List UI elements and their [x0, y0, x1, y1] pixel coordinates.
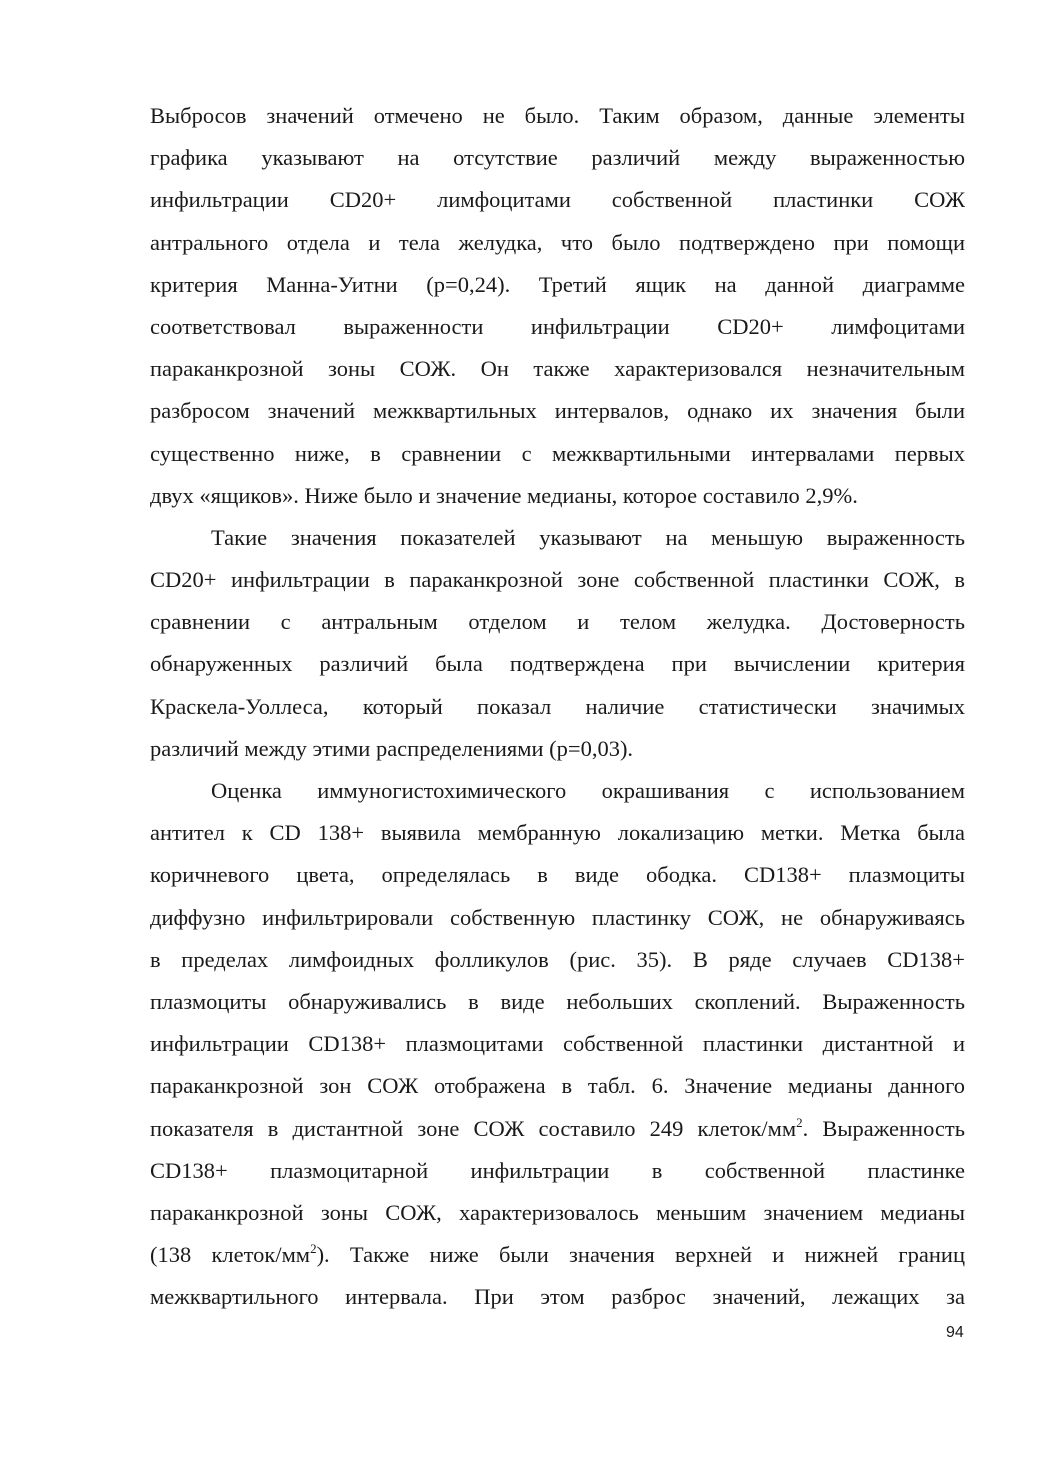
superscript: 2	[796, 1114, 803, 1130]
text-line: Выбросов значений отмечено не было. Таким образом, данные элементы	[150, 103, 965, 128]
text-line: антрального отдела и тела желудка, что было подтверждено при помощи	[150, 229, 965, 255]
text-line: различий между этими распределениями (р=0,03).	[150, 735, 634, 761]
text-line: параканкрозной зоны СОЖ. Он также характеризовался незначительным	[150, 356, 965, 382]
text-line: инфильтрации CD20+ лимфоцитами собственной пластинки СОЖ	[150, 187, 965, 213]
text-line: диффузно инфильтрировали собственную пластинку СОЖ, не обнаруживаясь	[150, 904, 965, 930]
text-line: графика указывают на отсутствие различий между выраженностью	[150, 145, 965, 171]
document-body	[150, 95, 965, 1318]
text-line: межквартильного интервала. При этом разброс значений, лежащих за	[150, 1284, 965, 1310]
text-line: CD20+ инфильтрации в параканкрозной зоне собственной пластинки СОЖ, в	[150, 567, 965, 593]
text-line: Краскела-Уоллеса, который показал наличие статистически значимых	[150, 693, 965, 719]
text-line: критерия Манна-Уитни (р=0,24). Третий ящик на данной диаграмме	[150, 271, 965, 297]
paragraph-first-line: Такие значения показателей указывают на меньшую выраженность	[211, 524, 965, 550]
text-line: соответствовал выраженности инфильтрации CD20+ лимфоцитами	[150, 313, 965, 339]
text-line: параканкрозной зон СОЖ отображена в табл. 6. Значение медианы данного	[150, 1073, 965, 1099]
text-line: параканкрозной зоны СОЖ, характеризовалось меньшим значением медианы	[150, 1199, 965, 1225]
text-line: инфильтрации CD138+ плазмоцитами собственной пластинки дистантной и	[150, 1031, 965, 1057]
text-line-with-superscript	[150, 1234, 965, 1276]
text-line: плазмоциты обнаруживались в виде небольших скоплений. Выраженность	[150, 988, 965, 1014]
text-fragment: показателя в дистантной зоне СОЖ составило 249 клеток/мм	[150, 1115, 797, 1141]
text-fragment: . Выраженность	[802, 1115, 965, 1141]
paragraph-first-line: Оценка иммуногистохимического окрашивания с использованием	[211, 778, 965, 803]
superscript: 2	[310, 1241, 317, 1257]
text-line: существенно ниже, в сравнении с межквартильными интервалами первых	[150, 440, 965, 466]
text-line: разбросом значений межквартильных интервалов, однако их значения были	[150, 398, 965, 424]
text-line: антител к CD 138+ выявила мембранную локализацию метки. Метка была	[150, 820, 965, 846]
text-line: двух «ящиков». Ниже было и значение медианы, которое составило 2,9%.	[150, 482, 858, 508]
text-line: обнаруженных различий была подтверждена при вычислении критерия	[150, 651, 965, 677]
text-fragment: (138 клеток/мм	[150, 1242, 311, 1268]
text-line: CD138+ плазмоцитарной инфильтрации в собственной пластинке	[150, 1157, 965, 1183]
text-line: сравнении с антральным отделом и телом желудка. Достоверность	[150, 609, 965, 635]
text-line: в пределах лимфоидных фолликулов (рис. 35). В ряде случаев CD138+	[150, 946, 965, 972]
page-number: 94	[946, 1324, 964, 1341]
text-line: коричневого цвета, определялась в виде ободка. CD138+ плазмоциты	[150, 862, 965, 888]
text-line-with-superscript	[150, 1108, 965, 1150]
text-fragment: ). Также ниже были значения верхней и нижней границ	[316, 1242, 965, 1268]
